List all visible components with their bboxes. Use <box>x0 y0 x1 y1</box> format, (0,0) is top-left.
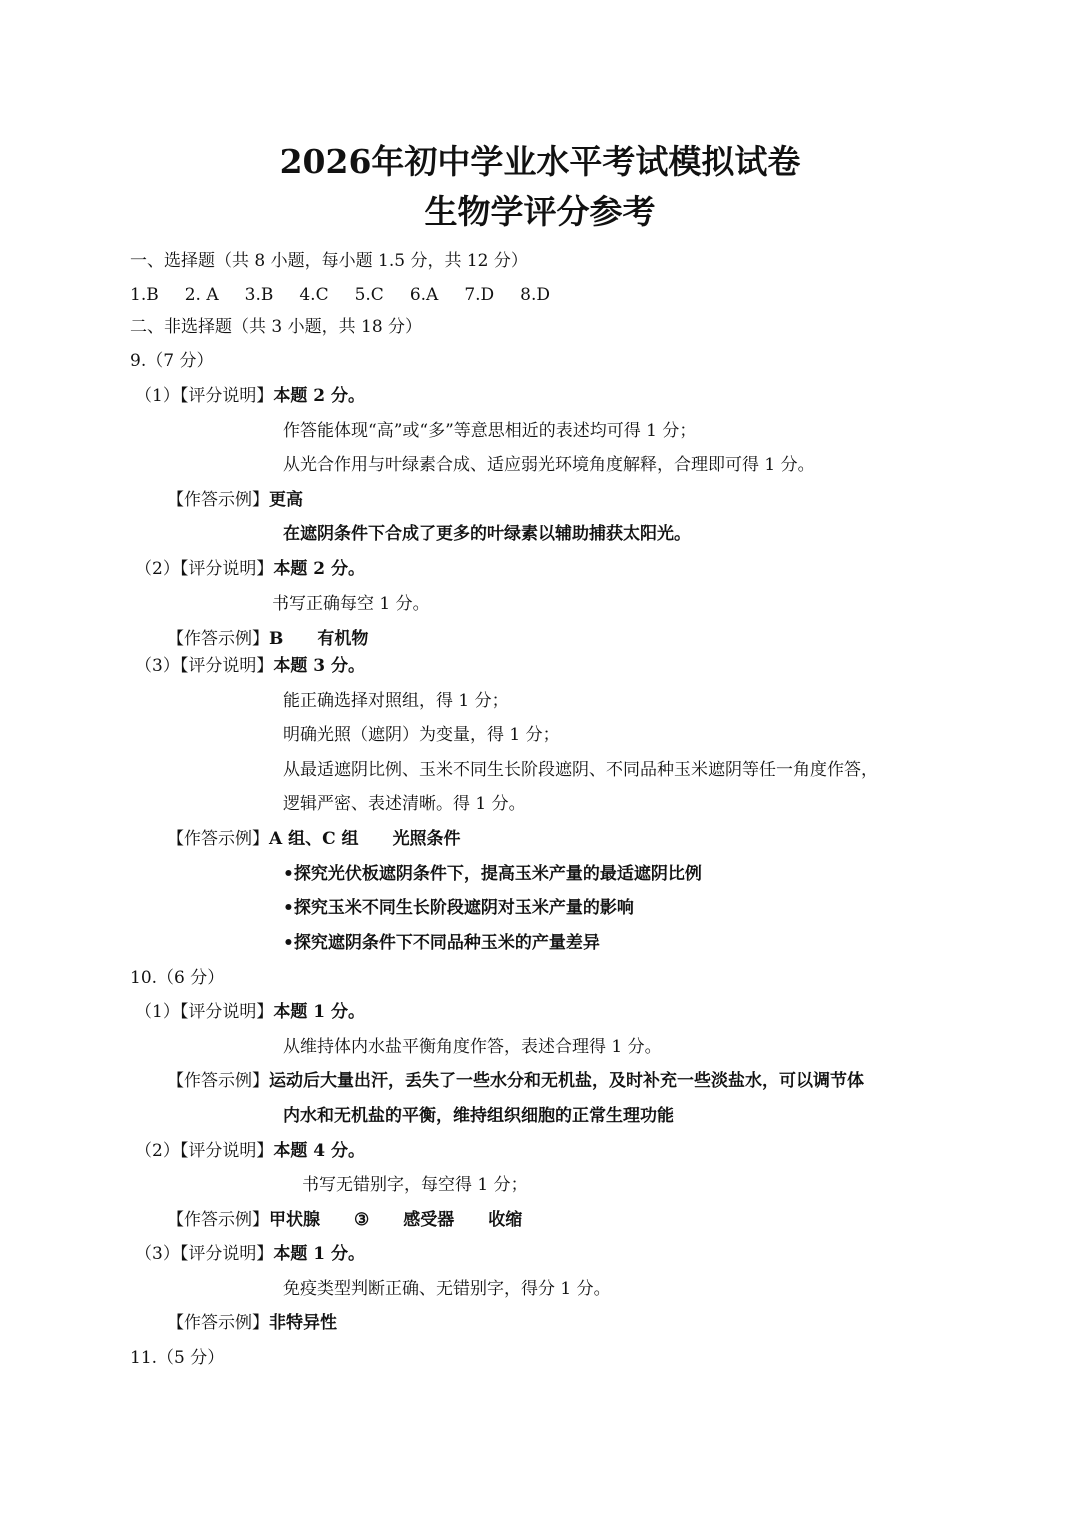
answer-5: 5.C <box>354 285 384 305</box>
q9-p3-note-2: 明确光照（遮阴）为变量，得 1 分； <box>283 725 560 745</box>
q10-p2-example-3: 感受器 <box>403 1210 455 1230</box>
q9-p3-note-1: 能正确选择对照组，得 1 分； <box>283 691 509 711</box>
q10-p1-example-2: 内水和无机盐的平衡，维持组织细胞的正常生理功能 <box>283 1106 674 1126</box>
q9-p1-tag: 【评分说明】 <box>179 386 274 406</box>
q10-p2-example-head <box>167 1208 522 1232</box>
q10-p3-example-1: 非特异性 <box>269 1313 337 1333</box>
q9-p3-example-5: •探究遮阴条件下不同品种玉米的产量差异 <box>283 933 600 953</box>
q10-p3-num: （3） <box>135 1244 180 1264</box>
answer-8: 8.D <box>520 285 551 305</box>
answer-3: 3.B <box>244 285 274 305</box>
q9-p3-head <box>135 654 365 678</box>
q9-p2-example-1: B <box>269 629 284 649</box>
page-subtitle: 生物学评分参考 <box>424 192 656 231</box>
q10-p3-note-1: 免疫类型判断正确、无错别字，得分 1 分。 <box>283 1279 611 1299</box>
q9-label: 9.（7 分） <box>130 351 214 371</box>
q10-p1-head <box>135 1000 365 1024</box>
q10-p1-example-head <box>167 1069 864 1093</box>
q9-p1-example-tag: 【作答示例】 <box>167 490 269 510</box>
q10-p1-num: （1） <box>135 1002 180 1022</box>
q9-p2-note-1: 书写正确每空 1 分。 <box>272 594 430 614</box>
q9-p3-points: 本题 3 分。 <box>273 656 365 676</box>
q10-p1-points: 本题 1 分。 <box>273 1002 365 1022</box>
q9-p3-note-4: 逻辑严密、表述清晰。得 1 分。 <box>283 794 526 814</box>
q9-p3-example-4: •探究玉米不同生长阶段遮阴对玉米产量的影响 <box>283 898 634 918</box>
q10-p2-example-1: 甲状腺 <box>269 1210 320 1230</box>
q10-p3-tag: 【评分说明】 <box>179 1244 274 1264</box>
answer-7: 7.D <box>464 285 495 305</box>
q9-p2-head <box>135 557 365 581</box>
answer-4: 4.C <box>299 285 329 305</box>
q9-p3-example-1: A 组、C 组 <box>269 829 359 849</box>
q9-p3-num: （3） <box>135 656 180 676</box>
page-title: 2026年初中学业水平考试模拟试卷 <box>279 142 801 181</box>
q10-p2-num: （2） <box>135 1141 180 1161</box>
q9-p1-example-head <box>167 488 303 512</box>
answer-6: 6.A <box>409 285 439 305</box>
q10-p1-tag: 【评分说明】 <box>179 1002 274 1022</box>
q9-p1-example-2: 在遮阴条件下合成了更多的叶绿素以辅助捕获太阳光。 <box>283 524 691 544</box>
q10-p2-note-1: 书写无错别字，每空得 1 分； <box>302 1175 528 1195</box>
q10-p1-example-1: 运动后大量出汗，丢失了一些水分和无机盐，及时补充一些淡盐水，可以调节体 <box>269 1071 864 1091</box>
q10-p2-example-2: ③ <box>354 1210 370 1230</box>
section2-heading: 二、非选择题（共 3 小题，共 18 分） <box>130 317 423 337</box>
q10-label: 10.（6 分） <box>130 968 225 988</box>
q9-p1-points: 本题 2 分。 <box>273 386 365 406</box>
q10-p2-points: 本题 4 分。 <box>273 1141 365 1161</box>
q9-p2-num: （2） <box>135 559 180 579</box>
q10-p1-example-tag: 【作答示例】 <box>167 1071 269 1091</box>
q9-p2-tag: 【评分说明】 <box>179 559 274 579</box>
q10-p3-example-tag: 【作答示例】 <box>167 1313 269 1333</box>
q9-p1-note-1: 作答能体现“高”或“多”等意思相近的表述均可得 1 分； <box>283 421 697 441</box>
q9-p1-head <box>135 384 365 408</box>
q9-p3-tag: 【评分说明】 <box>179 656 274 676</box>
section1-heading: 一、选择题（共 8 小题，每小题 1.5 分，共 12 分） <box>130 251 528 271</box>
q10-p2-head <box>135 1139 365 1163</box>
q10-p1-note-1: 从维持体内水盐平衡角度作答，表述合理得 1 分。 <box>283 1037 662 1057</box>
q10-p3-points: 本题 1 分。 <box>273 1244 365 1264</box>
q9-p3-example-tag: 【作答示例】 <box>167 829 269 849</box>
choice-answers <box>130 283 576 307</box>
q10-p3-example-head <box>167 1311 337 1335</box>
q9-p2-example-head <box>167 627 368 651</box>
q9-p2-points: 本题 2 分。 <box>273 559 365 579</box>
q9-p3-note-3: 从最适遮阴比例、玉米不同生长阶段遮阴、不同品种玉米遮阴等任一角度作答， <box>283 760 878 780</box>
q11-label: 11.（5 分） <box>130 1348 225 1368</box>
q9-p3-example-3: •探究光伏板遮阴条件下，提高玉米产量的最适遮阴比例 <box>283 864 702 884</box>
q9-p1-num: （1） <box>135 386 180 406</box>
q10-p2-tag: 【评分说明】 <box>179 1141 274 1161</box>
q9-p2-example-tag: 【作答示例】 <box>167 629 269 649</box>
answer-2: 2. A <box>184 285 219 305</box>
q9-p1-note-2: 从光合作用与叶绿素合成、适应弱光环境角度解释，合理即可得 1 分。 <box>283 455 815 475</box>
q9-p3-example-2: 光照条件 <box>392 829 461 849</box>
q10-p2-example-tag: 【作答示例】 <box>167 1210 269 1230</box>
answer-1: 1.B <box>130 285 159 305</box>
q9-p2-example-2: 有机物 <box>317 629 369 649</box>
q10-p2-example-4: 收缩 <box>488 1210 523 1230</box>
q9-p1-example-1: 更高 <box>269 490 303 510</box>
q9-p3-example-head <box>167 827 461 851</box>
q10-p3-head <box>135 1242 365 1266</box>
